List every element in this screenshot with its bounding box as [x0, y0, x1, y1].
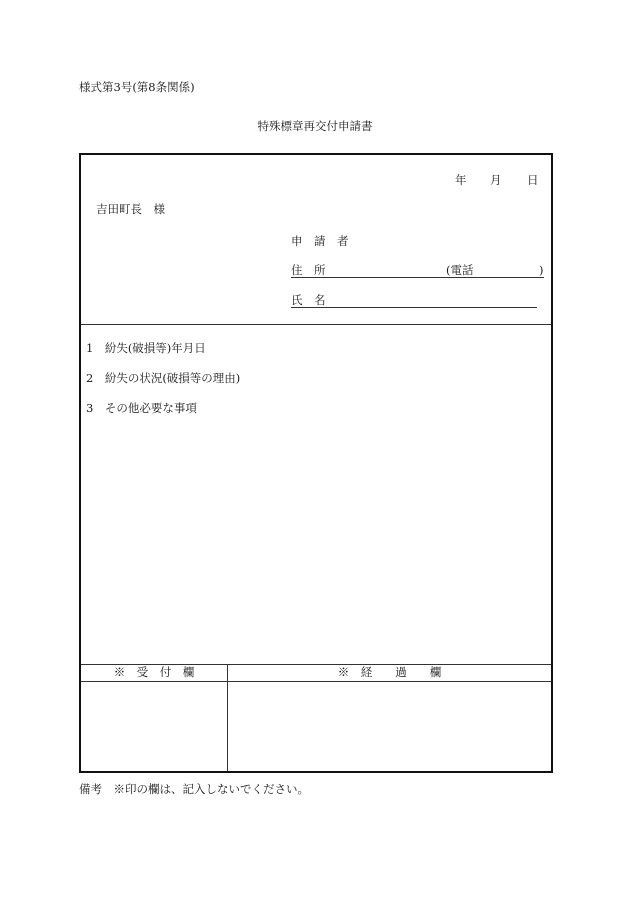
- address-label: 住 所: [291, 263, 326, 277]
- section-divider: [81, 324, 551, 325]
- addressee: 吉田町長 様: [96, 202, 165, 216]
- date-year: 年: [455, 173, 467, 187]
- footer-note: 備考 ※印の欄は、記入しないでください。: [79, 782, 309, 796]
- name-underline: [291, 307, 537, 308]
- phone-open: (電話: [446, 263, 474, 277]
- progress-column-header: ※ 経 過 欄: [337, 665, 442, 679]
- applicant-heading: 申 請 者: [291, 234, 349, 248]
- item-other-matters: 3 その他必要な事項: [86, 401, 197, 415]
- form-number: 様式第3号(第8条関係): [79, 80, 195, 94]
- name-label: 氏 名: [291, 293, 326, 307]
- reception-column-header: ※ 受 付 欄: [113, 665, 195, 679]
- address-underline: [291, 277, 544, 278]
- application-form: [79, 153, 553, 773]
- item-loss-date: 1 紛失(破損等)年月日: [86, 341, 206, 355]
- date-day: 日: [527, 173, 539, 187]
- phone-close: ): [539, 263, 544, 277]
- office-table-column-divider: [227, 664, 228, 771]
- item-loss-circumstances: 2 紛失の状況(破損等の理由): [86, 371, 241, 385]
- date-month: 月: [490, 173, 502, 187]
- form-title: 特殊標章再交付申請書: [257, 119, 373, 133]
- office-table-header-bottom: [81, 681, 551, 682]
